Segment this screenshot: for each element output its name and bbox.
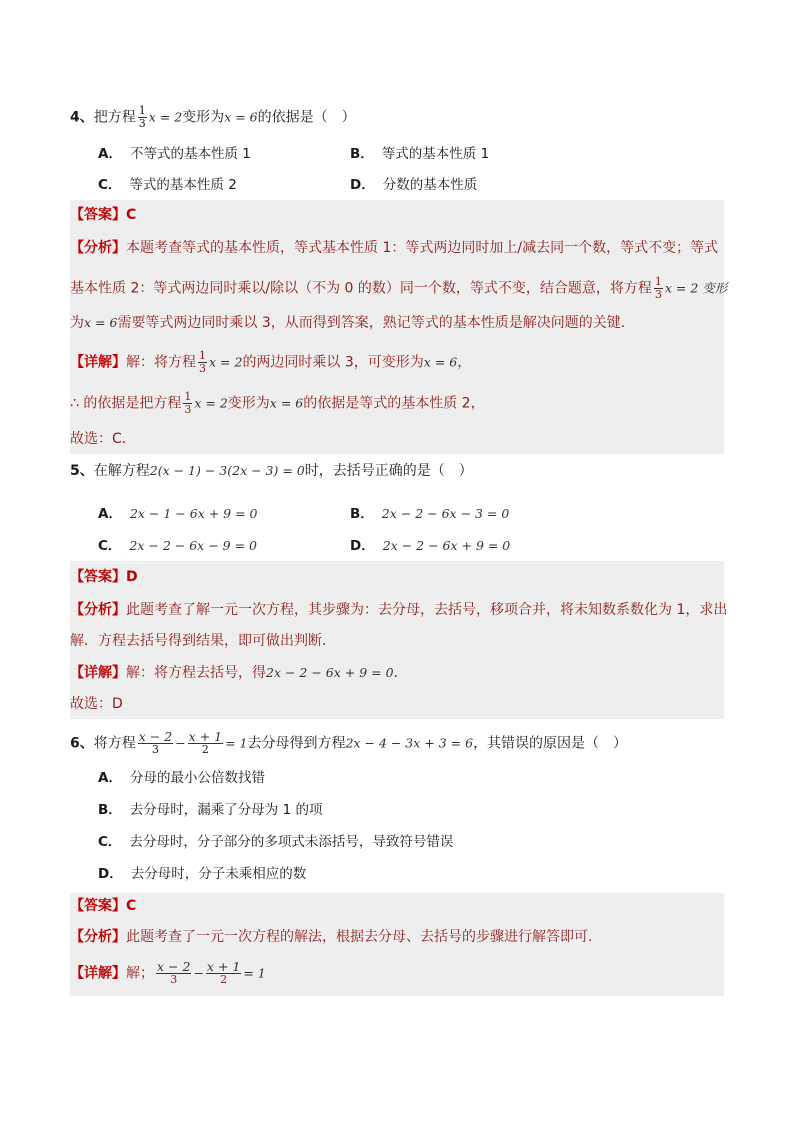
question-5-stem bbox=[70, 461, 473, 481]
answer-value: C bbox=[126, 207, 137, 223]
fraction bbox=[654, 276, 663, 301]
option-letter: B． bbox=[98, 802, 122, 818]
equation: x = 6 bbox=[84, 315, 118, 330]
analysis-line-2 bbox=[70, 276, 727, 301]
option-c[interactable] bbox=[98, 536, 257, 556]
choose-line bbox=[70, 429, 136, 449]
fraction bbox=[156, 961, 191, 986]
equation: x = 2 bbox=[209, 354, 243, 370]
answer-line bbox=[70, 896, 136, 916]
answer-tag: 【答案】 bbox=[70, 207, 126, 223]
analysis-tag: 【分析】 bbox=[70, 240, 126, 256]
fraction bbox=[188, 731, 223, 756]
fraction-denominator: 3 bbox=[151, 743, 159, 756]
fraction-numerator: x + 1 bbox=[188, 729, 223, 744]
fraction bbox=[138, 105, 147, 130]
analysis-text: 此题考查了一元一次方程的解法，根据去分母、去括号的步骤进行解答即可. bbox=[126, 929, 593, 945]
analysis-text: 此题考查了解一元一次方程，其步骤为：去分母，去括号，移项合并，将未知数系数化为 1，求出 bbox=[126, 602, 728, 618]
fraction-denominator: 2 bbox=[201, 743, 209, 756]
fraction-denominator: 3 bbox=[170, 973, 178, 986]
option-letter: C． bbox=[98, 177, 122, 193]
option-text: 去分母时，分子未乘相应的数 bbox=[130, 866, 307, 882]
option-text: 去分母时，分子部分的多项式未添括号，导致符号错误 bbox=[129, 834, 454, 850]
analysis-line-3 bbox=[70, 313, 635, 333]
option-a[interactable] bbox=[98, 504, 258, 524]
equation: x = 2 bbox=[194, 395, 228, 411]
option-letter: A． bbox=[98, 146, 122, 162]
detail-line-1 bbox=[70, 350, 471, 375]
equation: x = 2 bbox=[148, 109, 183, 125]
equation: x = 2 变形 bbox=[664, 280, 728, 296]
equation: x = 6 bbox=[224, 109, 258, 125]
stem-text: 去分母得到方程 bbox=[247, 735, 346, 752]
choose-text: 故选：D bbox=[70, 696, 123, 712]
fraction bbox=[206, 961, 241, 986]
question-number: 5、 bbox=[70, 463, 94, 479]
option-b[interactable] bbox=[98, 800, 322, 820]
detail-text: 解； bbox=[126, 965, 154, 982]
detail-line bbox=[70, 663, 408, 683]
option-d[interactable] bbox=[98, 864, 306, 884]
stem-text: 把方程 bbox=[93, 109, 136, 126]
stem-text: 在解方程 bbox=[93, 463, 150, 479]
question-4-stem bbox=[70, 105, 356, 130]
question-number: 6、 bbox=[70, 735, 94, 752]
detail-line-2 bbox=[70, 391, 485, 416]
option-text: 等式的基本性质 2 bbox=[129, 177, 237, 193]
analysis-text: 本题考查等式的基本性质，等式基本性质 1：等式两边同时加上/减去同一个数，等式不变；等式 bbox=[126, 240, 719, 256]
equation: 2(x − 1) − 3(2x − 3) = 0 bbox=[149, 463, 305, 478]
analysis-line-1 bbox=[70, 238, 718, 258]
option-text: 2x − 2 − 6x − 3 = 0 bbox=[381, 506, 510, 521]
detail-text: ， bbox=[457, 354, 472, 371]
option-c[interactable] bbox=[98, 175, 237, 195]
choose-text: 故选：C． bbox=[70, 431, 136, 447]
fraction-denominator: 3 bbox=[184, 403, 192, 416]
detail-text: ∴ 的依据是把方程 bbox=[70, 395, 182, 412]
fraction-numerator: 1 bbox=[654, 275, 662, 288]
answer-line bbox=[70, 205, 136, 225]
option-letter: C． bbox=[98, 538, 122, 554]
option-letter: C． bbox=[98, 834, 122, 850]
stem-text: ，其错误的原因是（ ） bbox=[473, 735, 628, 752]
fraction-denominator: 3 bbox=[199, 362, 206, 375]
fraction-numerator: 1 bbox=[138, 104, 146, 117]
option-letter: D． bbox=[350, 177, 375, 193]
question-number: 4、 bbox=[70, 109, 94, 126]
fraction bbox=[138, 731, 173, 756]
analysis-tag: 【分析】 bbox=[70, 602, 126, 618]
option-text: 分母的最小公倍数找错 bbox=[129, 770, 265, 786]
detail-text: 的两边同时乘以 3，可变形为 bbox=[242, 354, 424, 371]
detail-text: 变形为 bbox=[227, 395, 270, 412]
equation: 2x − 2 − 6x + 9 = 0 bbox=[266, 665, 394, 680]
fraction-denominator: 3 bbox=[654, 288, 662, 301]
fraction-denominator: 2 bbox=[220, 973, 228, 986]
stem-text: 时，去括号正确的是（ ） bbox=[304, 463, 473, 479]
detail-tag: 【详解】 bbox=[70, 965, 126, 982]
answer-tag: 【答案】 bbox=[70, 569, 126, 585]
option-letter: A． bbox=[98, 506, 122, 522]
option-letter: B． bbox=[350, 146, 374, 162]
operator: − bbox=[175, 735, 186, 751]
detail-tag: 【详解】 bbox=[70, 665, 126, 681]
option-a[interactable] bbox=[98, 144, 251, 164]
option-b[interactable] bbox=[350, 504, 509, 524]
fraction-numerator: x − 2 bbox=[138, 729, 173, 744]
option-text: 2x − 2 − 6x − 9 = 0 bbox=[129, 538, 257, 553]
detail-text: 解：将方程去括号，得 bbox=[126, 665, 266, 681]
equation: = 1 bbox=[225, 735, 248, 751]
equation: x = 6 bbox=[269, 395, 304, 411]
analysis-text: 基本性质 2：等式两边同时乘以/除以（不为 0 的数）同一个数，等式不变，结合题意，将方程 bbox=[70, 280, 652, 297]
analysis-text: 解．方程去括号得到结果，即可做出判断． bbox=[70, 633, 336, 649]
fraction-numerator: 1 bbox=[199, 349, 206, 362]
answer-value: C bbox=[126, 898, 137, 914]
option-a[interactable] bbox=[98, 768, 265, 788]
equation: = 1 bbox=[243, 965, 266, 981]
option-text: 分数的基本性质 bbox=[382, 177, 478, 193]
detail-text: ． bbox=[393, 665, 408, 681]
question-6-stem bbox=[70, 731, 627, 756]
analysis-line-1 bbox=[70, 600, 727, 620]
analysis-text: 为 bbox=[70, 315, 84, 331]
option-d[interactable] bbox=[350, 536, 510, 556]
option-b[interactable] bbox=[350, 144, 489, 164]
option-letter: D． bbox=[98, 866, 123, 882]
option-letter: A． bbox=[98, 770, 122, 786]
option-text: 不等式的基本性质 1 bbox=[129, 146, 251, 162]
option-text: 去分母时，漏乘了分母为 1 的项 bbox=[129, 802, 323, 818]
fraction bbox=[183, 391, 192, 416]
detail-text: 的依据是等式的基本性质 2， bbox=[303, 395, 485, 412]
analysis-text: 需要等式两边同时乘以 3，从而得到答案，熟记等式的基本性质是解决问题的关键． bbox=[117, 315, 635, 331]
option-text: 等式的基本性质 1 bbox=[381, 146, 490, 162]
fraction-numerator: x − 2 bbox=[157, 959, 191, 974]
stem-text: 的依据是（ ） bbox=[257, 109, 356, 126]
analysis-line-2 bbox=[70, 631, 336, 651]
fraction bbox=[198, 350, 207, 375]
fraction-numerator: x + 1 bbox=[206, 959, 241, 974]
answer-block-q4 bbox=[70, 200, 728, 454]
detail-tag: 【详解】 bbox=[70, 354, 126, 371]
operator: − bbox=[193, 965, 204, 981]
analysis-line-1 bbox=[70, 927, 592, 947]
option-letter: B． bbox=[350, 506, 374, 522]
answer-block-q6 bbox=[70, 893, 724, 996]
detail-line bbox=[70, 961, 266, 986]
detail-text: 解：将方程 bbox=[126, 354, 196, 371]
analysis-tag: 【分析】 bbox=[70, 929, 126, 945]
fraction-denominator: 3 bbox=[138, 117, 146, 130]
equation: 2x − 4 − 3x + 3 = 6 bbox=[345, 735, 474, 751]
option-c[interactable] bbox=[98, 832, 453, 852]
answer-block-q5 bbox=[70, 561, 728, 719]
option-text: 2x − 2 − 6x + 9 = 0 bbox=[382, 538, 511, 553]
option-letter: D． bbox=[350, 538, 375, 554]
stem-text: 变形为 bbox=[182, 109, 225, 126]
stem-text: 将方程 bbox=[93, 735, 136, 752]
fraction-numerator: 1 bbox=[184, 390, 192, 403]
answer-line bbox=[70, 567, 138, 587]
answer-value: D bbox=[126, 569, 138, 585]
option-text: 2x − 1 − 6x + 9 = 0 bbox=[129, 506, 258, 521]
answer-tag: 【答案】 bbox=[70, 898, 126, 914]
equation: x = 6 bbox=[423, 354, 458, 370]
option-d[interactable] bbox=[350, 175, 477, 195]
choose-line bbox=[70, 694, 123, 714]
